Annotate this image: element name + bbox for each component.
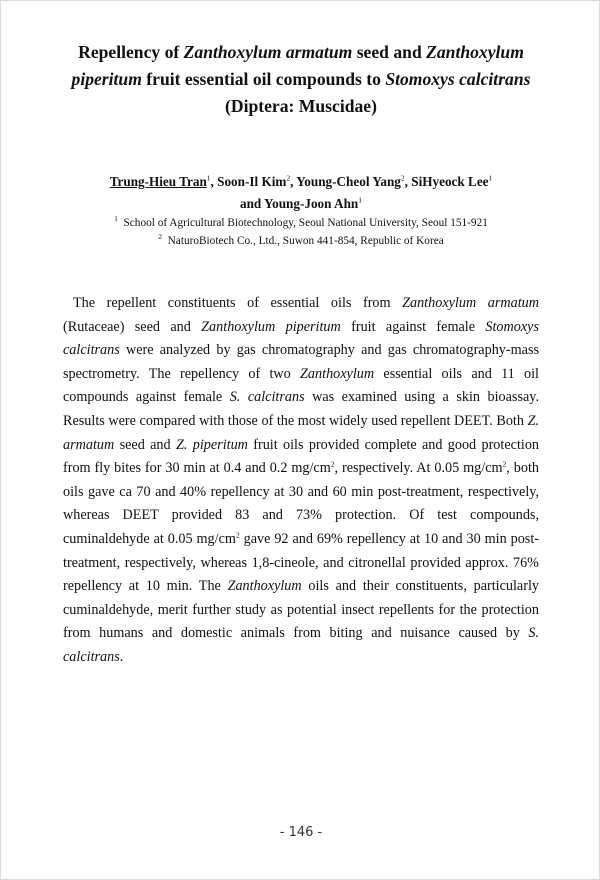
abstract-species: Zanthoxylum [300,365,375,382]
affiliation-mark: 1 [114,214,118,224]
abstract-text: seed and [114,436,176,453]
title-text: seed and [352,42,427,62]
title-species-zanthoxylum-piperitum: Zanthoxylum piperitum [71,42,524,89]
abstract-text: fruit oils provided complete and good protection from fly bites for 30 min at 0.4 and 0.2 mg/cm [63,436,540,477]
affiliation-line [41,233,561,249]
abstract-species: Z. piperitum [175,436,248,453]
abstract-text: , respectively. At 0.05 mg/cm [334,460,503,477]
unit-exponent: 2 [502,459,507,469]
title-taxon: (Diptera: Muscidae) [225,96,377,116]
abstract-species: Zanthoxylum armatum [402,295,539,311]
title-text: Repellency of [78,42,184,62]
abstract-species: S. calcitrans [63,625,539,665]
unit-exponent: 2 [235,530,240,540]
author-name: , Soon-Il Kim [210,174,287,189]
abstract-text: were analyzed by gas chromatography and gas chromatography-mass spectrometry. The repellency of two [63,342,539,382]
author-affiliation-mark: 2 [400,173,405,183]
unit-exponent: 2 [330,459,335,469]
abstract-text: The repellent constituents of essential oils from [73,295,403,311]
author-list [41,171,561,215]
title-text: fruit essential oil compounds to [141,69,386,89]
author-affiliation-mark: 2 [286,173,291,183]
abstract-species: Zanthoxylum piperitum [201,318,341,335]
page-number: - 146 - [279,825,323,840]
abstract-text: gave 92 and 69% repellency at 10 and 30 min post-treatment, respectively, whereas 1,8-cineole, and citronellal provided approx. 76% repellency at 10 min. The [63,530,539,595]
author-name: Trung-Hieu Tran [109,174,207,189]
affiliation-text: NaturoBiotech Co., Ltd., Suwon 441-854, Republic of Korea [167,235,444,247]
abstract-text: . [119,648,124,665]
title-species-stomoxys-calcitrans: Stomoxys calcitrans [385,69,531,89]
author-affiliation-mark: 1 [488,173,493,183]
author-name: and Young-Joon Ahn [239,196,359,211]
author-name: , SiHyeock Lee [404,174,489,189]
abstract-text: essential oils and 11 oil compounds against female [63,365,539,406]
author-affiliation-mark: 1 [358,195,362,205]
abstract-text: fruit against female [340,318,486,335]
affiliation-text: School of Agricultural Biotechnology, Seoul National University, Seoul 151-921 [123,217,488,229]
author-name: , Young-Cheol Yang [290,174,401,189]
title-species-zanthoxylum-armatum: Zanthoxylum armatum [183,42,353,62]
abstract-species: Zanthoxylum [227,578,302,595]
abstract-paragraph [63,292,539,670]
abstract-text: , both oils gave ca 70 and 40% repellency at 30 and 60 min post-treatment, respectively, whereas DEET provided 83 and 73% protection. Of test compounds, cuminaldehyde at 0.05 mg/cm [63,460,539,547]
author-affiliation-mark: 1 [206,173,211,183]
abstract-species: S. calcitrans [229,389,305,406]
paper-title [51,39,551,120]
abstract-species: Stomoxys calcitrans [63,318,539,359]
affiliation-line [41,215,561,231]
abstract-text: (Rutaceae) seed and [63,318,202,335]
affiliation-mark: 2 [158,232,162,242]
abstract-text: was examined using a skin bioassay. Results were compared with those of the most widely used repellent DEET. Both [63,389,539,429]
abstract-text: oils and their constituents, particularly cuminaldehyde, merit further study as potential insect repellents for the protection from humans and domestic animals from biting and nuisance caused by [63,578,539,642]
abstract-species: Z. armatum [63,412,539,453]
